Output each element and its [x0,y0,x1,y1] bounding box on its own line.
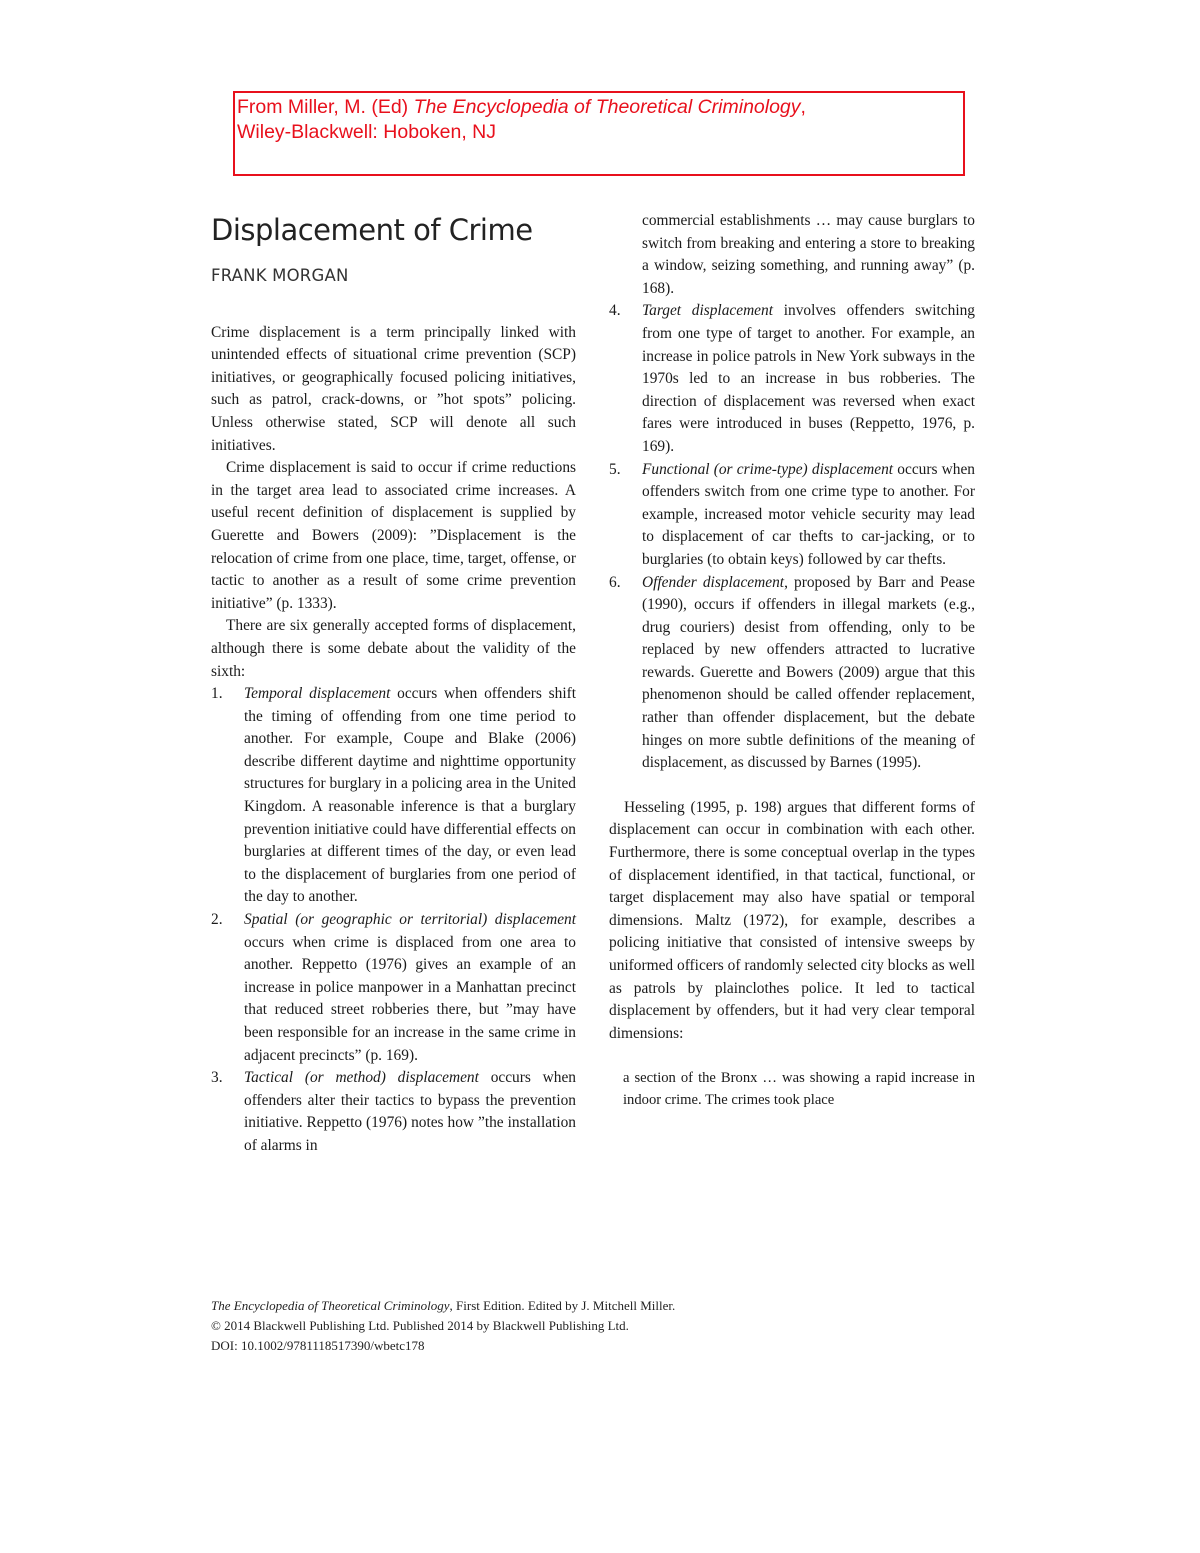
item-text: occurs when crime is displaced from one area to another. Reppetto (1976) gives an example of an increase in police manpower in a Manhattan precinct that reduced street robberies there, but ”may have been responsible for an increase in the same crime in adjacent precincts” (p. 169). [244,933,576,1064]
page-footer [211,1296,971,1356]
footer-doi: DOI: 10.1002/9781118517390/wbetc178 [211,1338,425,1353]
item-term: Temporal displacement [244,685,391,703]
footer-book-title: The Encyclopedia of Theoretical Criminology [211,1298,450,1313]
list-item [609,300,975,458]
item-term: Functional (or crime-type) displacement [642,460,894,478]
source-citation-box [233,91,965,176]
item-text: occurs when offenders switch from one crime type to another. For example, increased motor vehicle security may lead to displacement of car thefts to car-jacking, or to burglaries (to obtain keys) followed by car thefts. [642,460,975,568]
item-number: 3. [211,1069,223,1087]
source-citation-line-1: From Miller, M. (Ed) The Encyclopedia of Theoretical Criminology, [237,96,806,118]
displacement-list-continued [609,300,975,774]
item-term: Tactical (or method) displacement [244,1069,479,1087]
list-item [609,572,975,775]
source-citation-line-2: Wiley-Blackwell: Hoboken, NJ [237,121,496,143]
definition-paragraph: Crime displacement is said to occur if crime reductions in the target area lead to associated crime increases. A useful recent definition of displacement is supplied by Guerette and Bowers (2009): ”Displacement is the relocation of crime from one place, time, target, offense, or tactic to another as a result of some crime prevention initiative” (p. 1333). [211,459,576,612]
item-number: 6. [609,573,621,591]
item-text: occurs when offenders alter their tactics to bypass the prevention initiative. Reppetto (1976) notes how ”the installation of alarms in [244,1069,576,1154]
footer-edition-line: The Encyclopedia of Theoretical Criminology, First Edition. Edited by J. Mitchell Miller. [211,1298,676,1313]
item-text: occurs when offenders shift the timing of offending from one time period to another. For example, Coupe and Blake (2006) describe different daytime and nighttime opportunity structures for burglary in a policing area in the United Kingdom. A reasonable inference is that a burglary prevention initiative could have differential effects on burglaries at different times of the day, or even lead to the displacement of burglaries from one period of the day to another. [244,685,577,906]
hesseling-paragraph: Hesseling (1995, p. 198) argues that different forms of displacement can occur in combination with each other. Furthermore, there is some conceptual overlap in the types of displacement identified, in that tactical, functional, or target displacement may also have spatial or temporal dimensions. Maltz (1972), for example, describes a policing initiative that consisted of intensive sweeps by uniformed officers of randomly selected city blocks as well as patrols by plainclothes police. It led to tactical displacement by offenders, but it had very clear temporal dimensions: [609,798,975,1042]
item-number: 4. [609,302,621,320]
article-author: FRANK MORGAN [211,266,349,285]
item-3-continued: commercial establishments … may cause burglars to switch from breaking and entering a store to breaking a window, seizing something, and running away” (p. 168). [642,212,975,297]
item-term: Target displacement [642,302,773,320]
footer-copyright: © 2014 Blackwell Publishing Ltd. Published 2014 by Blackwell Publishing Ltd. [211,1318,629,1333]
article-title: Displacement of Crime [211,213,533,247]
list-item [211,909,576,1067]
forms-paragraph: There are six generally accepted forms of displacement, although there is some debate about the validity of the sixth: [211,617,576,680]
item-text: involves offenders switching from one type of target to another. For example, an increase in police patrols in New York subways in the 1970s led to an increase in bus robberies. The direction of displacement was reversed when exact fares were introduced in buses (Reppetto, 1976, p. 169). [642,302,975,455]
displacement-list [211,683,576,1157]
left-column [211,210,576,1158]
list-item [609,459,975,572]
block-quote: a section of the Bronx … was showing a rapid increase in indoor crime. The crimes took place [623,1070,975,1109]
item-term: Offender displacement [642,573,785,591]
item-number: 5. [609,460,621,478]
intro-paragraph: Crime displacement is a term principally linked with unintended effects of situational crime prevention (SCP) initiatives, or geographically focused policing initiatives, such as patrol, crack-downs, or ”hot spots” policing. Unless otherwise stated, SCP will denote all such initiatives. [211,323,576,454]
item-term: Spatial (or geographic or territorial) displacement [244,911,576,929]
item-number: 1. [211,685,223,703]
item-number: 2. [211,911,223,929]
list-item [211,1067,576,1157]
item-text: , proposed by Barr and Pease (1990), occurs if offenders in illegal markets (e.g., drug couriers) desist from offending, only to be replaced by new offenders attracted to lucrative rewards. Guerette and Bowers (2009) argue that this phenomenon should be called offender replacement, rather than offender displacement, but the debate hinges on more subtle definitions of the meaning of displacement, as discussed by Barnes (1995). [642,573,976,772]
list-item [211,683,576,909]
right-column [609,210,975,1111]
